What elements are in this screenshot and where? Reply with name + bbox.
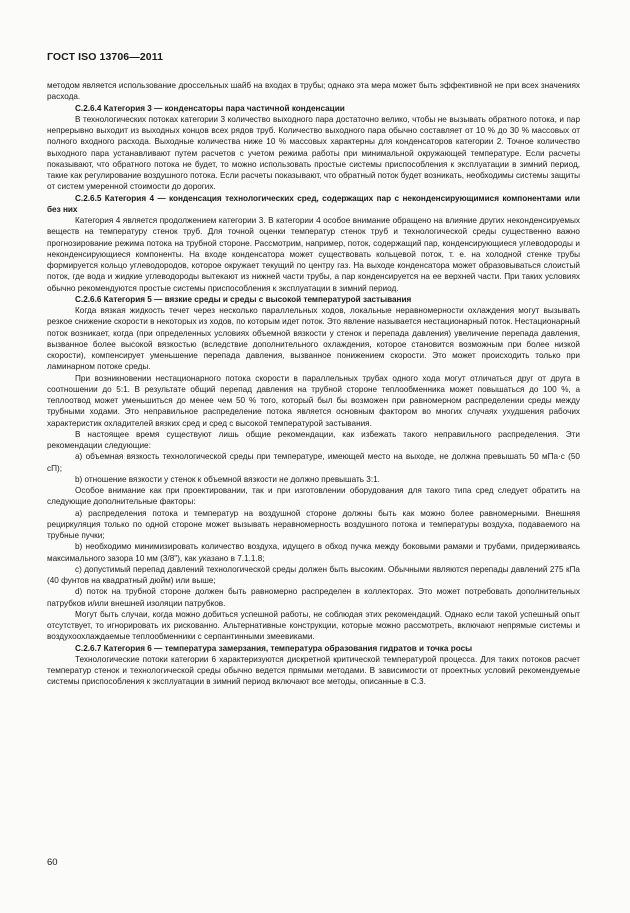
paragraph: Могут быть случаи, когда можно добиться успешной работы, не соблюдая этих рекомендаций. Однако если такой успешный опыт отсутствует, то игнорировать их рискованно. Альтернативные конструкции, которые можно рассмотреть, включают непрямые системы и воздухоохлаждаемые теплообменники с серпантинными змеевиками.	[47, 609, 580, 642]
paragraph: В настоящее время существуют лишь общие рекомендации, как избежать такого неправильного распределения. Эти рекомендации следующие:	[47, 429, 580, 450]
section-heading: С.2.6.5 Категория 4 — конденсация технологических сред, содержащих пар с неконденсирующимися компонентами или без них	[47, 193, 580, 214]
section-heading: С.2.6.7 Категория 6 — температура замерзания, температура образования гидратов и точка росы	[75, 643, 473, 653]
paragraph: d) поток на трубной стороне должен быть равномерно распределен в коллекторах. Это может потребовать дополнительных патрубков и/или внешней изоляции патрубков.	[47, 587, 580, 608]
paragraph: При возникновении нестационарного потока скорости в параллельных трубах одного хода могут отличаться друг от друга в соотношении до 5:1. В результате общий перепад давления на трубной стороне теплообменника может повышаться до 100 %, а теплоотвод может уменьшиться до менее чем 50 % того, который был бы возможен при равномерном распределении среды между трубными ходами. Это неправильное распределение потока является основным фактором во многих случаях ухудшения рабочих характеристик охладителей вязких сред и сред с высокой температурой застывания.	[47, 373, 580, 428]
document-body	[47, 80, 580, 688]
paragraph: а) объемная вязкость технологической среды при температуре, имеющей место на выходе, не должна превышать 50 мПа·с (50 сП);	[47, 452, 580, 473]
paragraph: b) отношение вязкости у стенок к объемной вязкости не должно превышать 3:1.	[75, 474, 380, 484]
paragraph: Особое внимание как при проектировании, так и при изготовлении оборудования для такого типа сред следует обратить на следующие дополнительные факторы:	[47, 486, 580, 507]
paragraph: b) необходимо минимизировать количество воздуха, идущего в обход пучка между боковыми рамами и трубами, придерживаясь максимального зазора 10 мм (3/8"), как указано в 7.1.1.8;	[47, 542, 580, 563]
document-header: ГОСТ ISO 13706—2011	[47, 51, 164, 63]
paragraph: В технологических потоках категории 3 количество выходного пара достаточно велико, чтобы не вызывать обратного потока, и пар непрерывно выходит из выходных концов всех рядов труб. Количество выходного пара обычно составляет от 10 % до 30 % массовых от полного входного расхода. Выходные количества ниже 10 % массовых характерны для конденсаторов категории 2. Точное количество выходного пара устанавливают путем расчетов с учетом режима работы при минимальной окружающей температуре. Если расчеты показывают, что обратного потока не будет, то можно использовать простые системы приспособления к эксплуатации в зимний период, такие как регулирование воздушного потока. Если расчеты показывают, что обратный поток будет возникать, необходимы системы защиты от систем умеренной стоимости до дорогих.	[47, 114, 580, 192]
paragraph: а) распределения потока и температур на воздушной стороне должны быть как можно более равномерными. Внешняя рециркуляция только по одной стороне может вызывать неравномерность воздушного потока и температуры воздуха, подаваемого на трубные пучки;	[47, 508, 580, 540]
paragraph: Технологические потоки категории 6 характеризуются дискретной критической температурой процесса. Для таких потоков расчет температур стенок и технологической среды обычно ведется прямыми методами. В зависимости от проектных условий рекомендуемые системы приспособления к эксплуатации в зимний период включают все методы, описанные в С.3.	[47, 654, 580, 687]
paragraph-continuation: методом является использование дроссельных шайб на входах в трубы; однако эта мера может быть эффективной не при всех значениях расхода.	[47, 81, 580, 102]
paragraph: c) допустимый перепад давлений технологической среды должен быть высоким. Обычными являются перепады давлений 275 кПа (40 фунтов на квадратный дюйм) или выше;	[47, 564, 580, 585]
section-heading: С.2.6.4 Категория 3 — конденсаторы пара частичной конденсации	[75, 103, 345, 113]
section-heading: С.2.6.6 Категория 5 — вязкие среды и среды с высокой температурой застывания	[75, 294, 412, 304]
paragraph: Когда вязкая жидкость течет через несколько параллельных ходов, локальные неравномерности охлаждения могут вызывать резкое снижение скорости в некоторых из ходов, по которым идет поток. Это явление называется нестационарный поток. Нестационарный поток возникает, когда (при определенных условиях объемной вязкости у стенок и перепада давления) увеличение перепада давления, вызванное более высокой вязкостью (вследствие дополнительного охлаждения, которое становится возможным при более низкой скорости), компенсирует уменьшение перепада давления, вызванное понижением скорости. Это может происходить только при ламинарном потоке среды.	[47, 306, 580, 372]
page-number: 60	[47, 857, 58, 868]
paragraph: Категория 4 является продолжением категории 3. В категории 4 особое внимание обращено на влияние других неконденсируемых веществ на температуру стенок труб. Для точной оценки температур стенок труб и технологической среды существенно важно прогнозирование режима потока на трубной стороне. Рассмотрим, например, поток, содержащий пар, конденсирующиеся углеводороды и неконденсирующиеся компоненты. На входе конденсатора может существовать кольцевой поток, т. е. на холодной стенке трубы формируется кольцо углеводородов, которое окружает текущий по центру газ. На выходе конденсатора может образовываться слоистый поток, где вода и жидкие углеводороды вытекают из нижней части трубы, а пар конденсируется на ее верхней части. При таких условиях обычно рекомендуются простые системы приспособления к эксплуатации в зимний период.	[47, 216, 580, 293]
